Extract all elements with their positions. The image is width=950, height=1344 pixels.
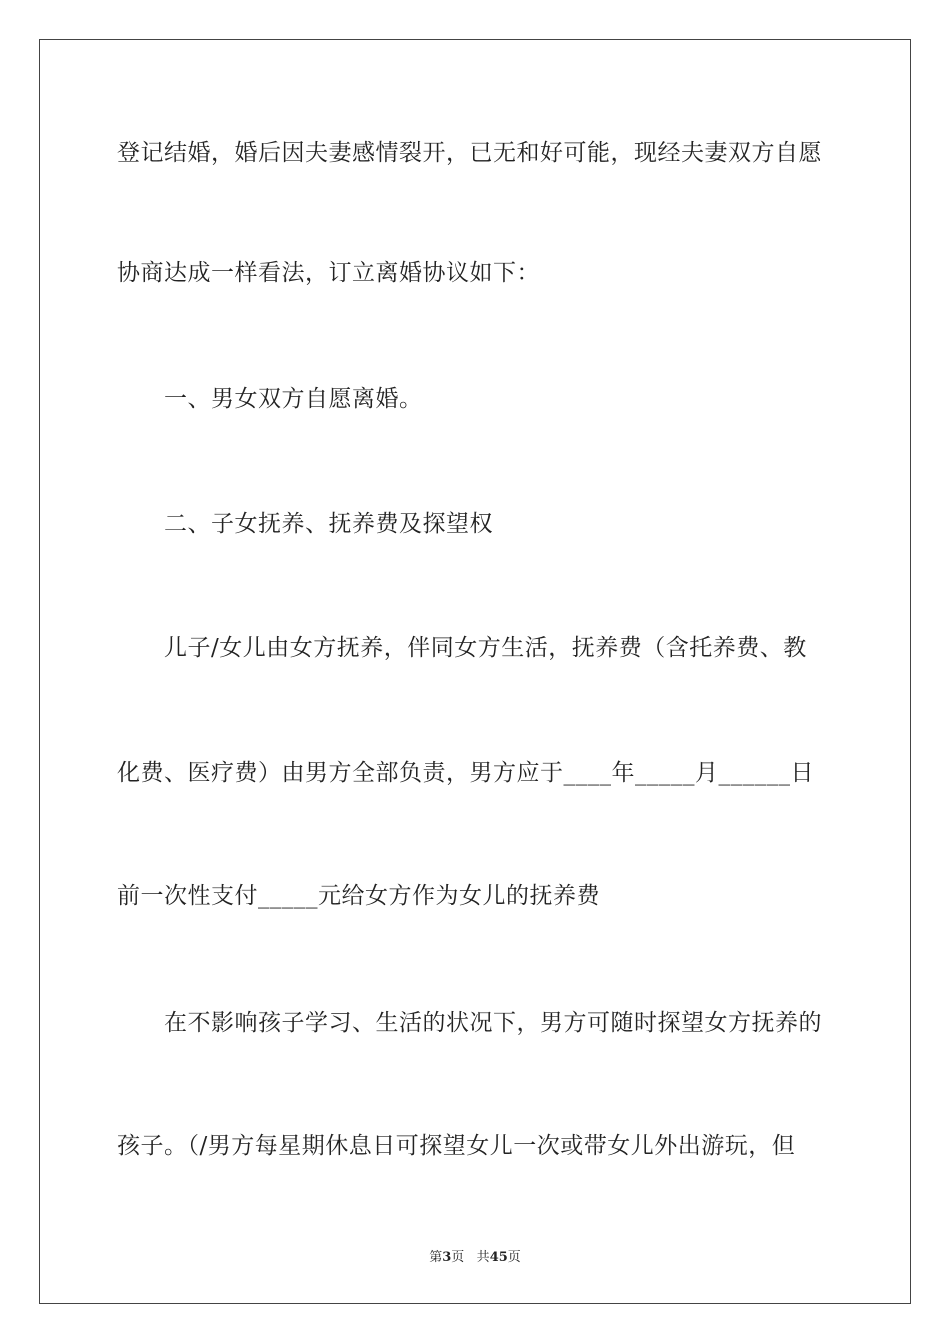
paragraph-line-1: 登记结婚，婚后因夫妻感情裂开，已无和好可能，现经夫妻双方自愿 bbox=[117, 140, 822, 166]
clause-1-heading: 一、男女双方自愿离婚。 bbox=[164, 386, 423, 412]
visitation-line-1: 在不影响孩子学习、生活的状况下，男方可随时探望女方抚养的 bbox=[164, 1010, 822, 1036]
total-pages: 45 bbox=[489, 1250, 508, 1265]
total-prefix: 共 bbox=[476, 1250, 490, 1265]
visitation-line-2: 孩子。（/男方每星期休息日可探望女儿一次或带女儿外出游玩，但 bbox=[117, 1133, 796, 1159]
page-number: 3 bbox=[442, 1250, 452, 1265]
paragraph-line-2: 协商达成一样看法，订立离婚协议如下： bbox=[117, 260, 540, 286]
page-suffix: 页 bbox=[451, 1250, 465, 1265]
total-suffix: 页 bbox=[507, 1250, 521, 1265]
page-footer bbox=[0, 1246, 950, 1265]
clause-2-heading: 二、子女抚养、抚养费及探望权 bbox=[164, 511, 493, 537]
custody-line-2: 化费、医疗费）由男方全部负责，男方应于____年_____月______日 bbox=[117, 760, 814, 786]
custody-line-1: 儿子/女儿由女方抚养，伴同女方生活，抚养费（含托养费、教 bbox=[164, 635, 807, 661]
custody-line-3: 前一次性支付_____元给女方作为女儿的抚养费 bbox=[117, 883, 600, 909]
page-frame bbox=[39, 39, 911, 1304]
page-prefix: 第 bbox=[429, 1250, 443, 1265]
